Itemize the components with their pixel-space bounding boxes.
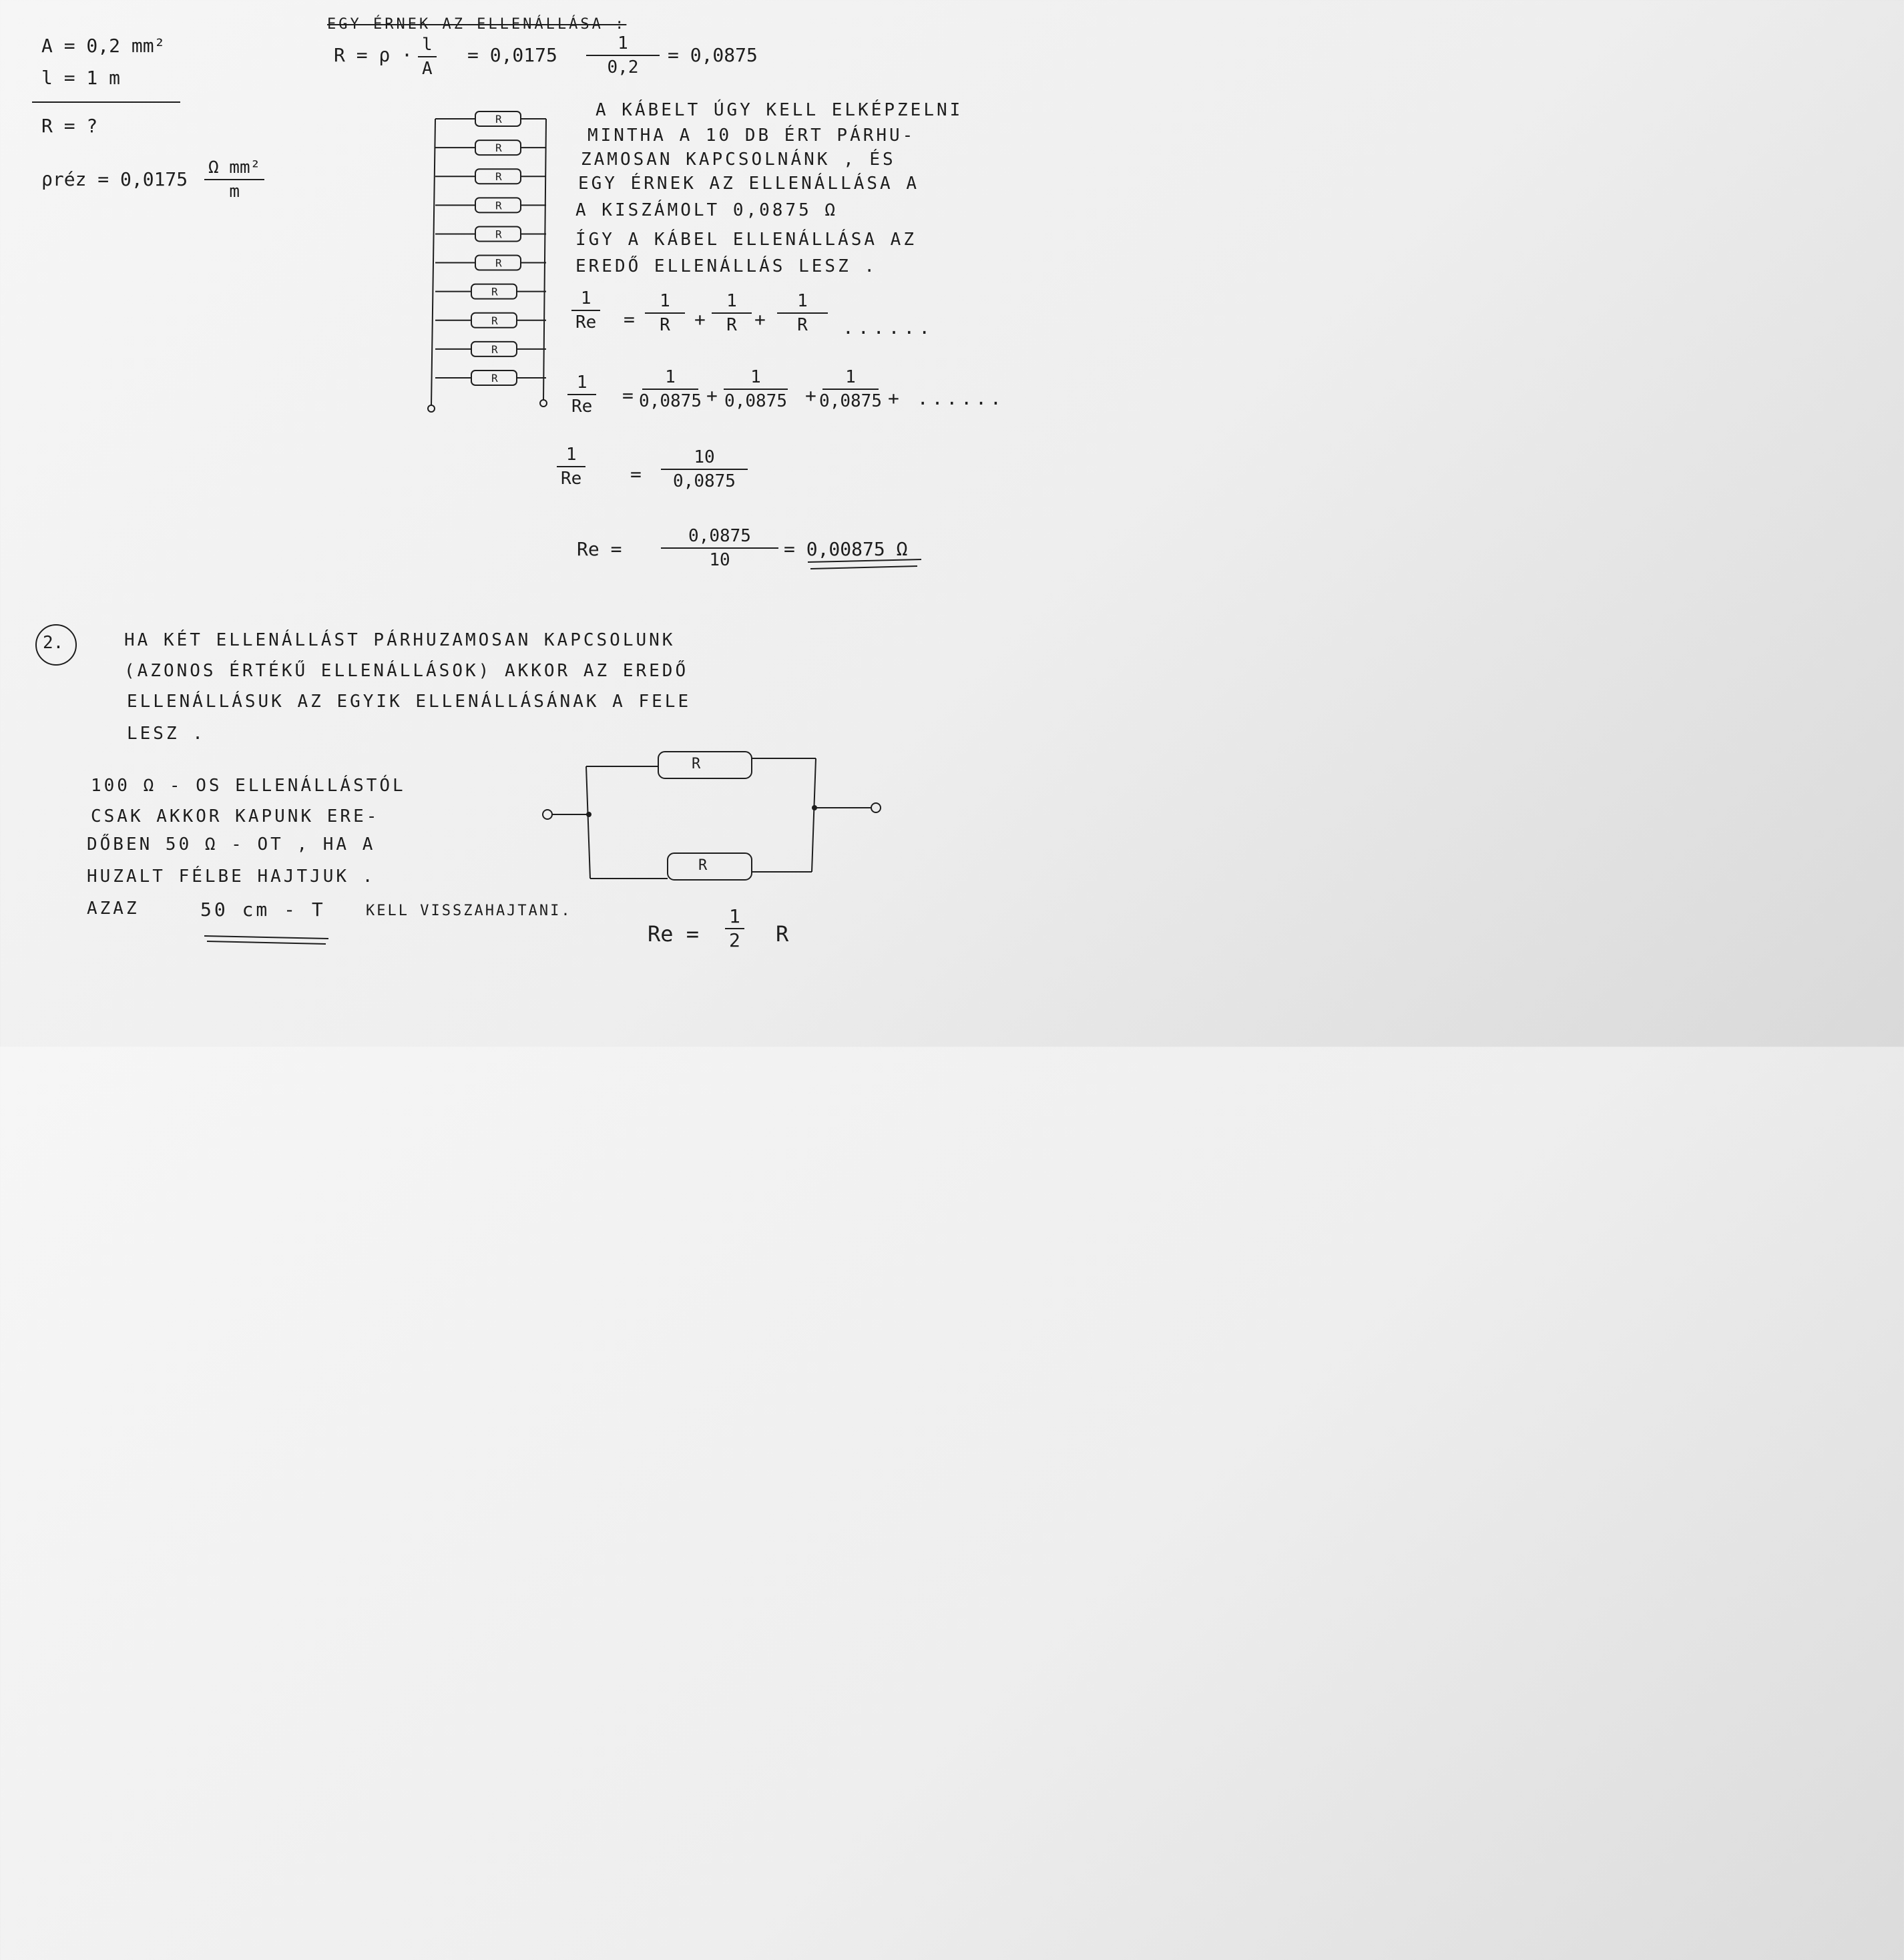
eq2-plus: +	[706, 385, 718, 407]
junction-right	[812, 805, 817, 810]
frac-den: 0,0875	[819, 391, 882, 411]
answer-last-prefix: AZAZ	[87, 899, 140, 919]
explanation-line: A KISZÁMOLT 0,0875 Ω	[575, 200, 839, 220]
ladder-group	[428, 111, 547, 412]
explanation-line: A KÁBELT ÚGY KELL ELKÉPZELNI	[596, 100, 963, 120]
frac-num: 0,0875	[688, 526, 751, 546]
eq1-term	[777, 290, 828, 336]
ladder-terminal-right	[540, 400, 547, 407]
frac-den: R	[797, 315, 808, 335]
ladder-terminal-left	[428, 405, 435, 412]
problem2-line: HA KÉT ELLENÁLLÁST PÁRHUZAMOSAN KAPCSOLUNK	[124, 630, 676, 650]
explanation-line: EREDŐ ELLENÁLLÁS LESZ .	[575, 256, 878, 276]
formula-rho-value: = 0,0175	[467, 44, 557, 66]
frac-den: 0,2	[607, 57, 639, 77]
problem2-line: (AZONOS ÉRTÉKŰ ELLENÁLLÁSOK) AKKOR AZ EREDŐ	[124, 661, 689, 681]
frac-den: 0,0875	[639, 391, 702, 411]
result-rhs: R	[776, 921, 789, 947]
frac-den: 10	[709, 550, 730, 570]
eq1-equals: =	[624, 308, 635, 330]
frac-den: 0,0875	[724, 391, 787, 411]
single-wire-result: = 0,0875	[668, 44, 758, 66]
frac-den: Re	[571, 397, 593, 417]
result-underline	[810, 566, 917, 569]
explanation-line: EGY ÉRNEK AZ ELLENÁLLÁSA A	[578, 174, 919, 194]
frac-den: A	[422, 59, 433, 79]
ladder-resistor-label: R	[495, 113, 502, 126]
ladder-resistor-label: R	[495, 199, 502, 212]
eq3-lhs	[557, 443, 585, 490]
problem2-line: LESZ .	[127, 724, 206, 744]
eq1-term	[645, 290, 685, 336]
formula-lhs: R = ρ ·	[334, 44, 413, 66]
answer-line: DŐBEN 50 Ω - OT , HA A	[87, 834, 376, 854]
ladder-rail-right	[543, 119, 546, 401]
eq1-tail: ......	[843, 316, 935, 338]
answer-last-rest: KELL VISSZAHAJTANI.	[366, 903, 572, 919]
eq1-plus: +	[754, 308, 766, 330]
eq4-lhs: Re =	[577, 538, 622, 560]
ladder-resistor-label: R	[495, 170, 502, 184]
explanation-line: ZAMOSAN KAPCSOLNÁNK , ÉS	[581, 150, 896, 170]
frac-den: Re	[561, 469, 582, 489]
ladder-resistor-label: R	[491, 342, 498, 356]
answer-highlight: 50 cm - T	[200, 899, 326, 921]
problem-number: 2.	[43, 633, 64, 653]
explanation-line: MINTHA A 10 DB ÉRT PÁRHU-	[587, 126, 916, 146]
frac-den: R	[660, 315, 670, 335]
paper-sheet	[0, 0, 1017, 1047]
frac-num: 1	[726, 291, 737, 311]
frac-num: 1	[565, 445, 577, 465]
frac-num: 10	[694, 447, 715, 467]
terminal-right	[871, 803, 881, 812]
ladder-resistor-label: R	[491, 314, 498, 327]
given-length: l = 1 m	[41, 67, 121, 89]
frac-den: R	[726, 315, 737, 335]
eq2-lhs	[567, 371, 596, 418]
answer-line: HUZALT FÉLBE HAJTJUK .	[87, 867, 376, 887]
ladder-resistor-label: R	[491, 285, 498, 298]
frac-num: 1	[665, 367, 676, 387]
resistivity-unit-den: m	[229, 182, 240, 202]
frac-num: 1	[618, 33, 628, 53]
single-wire-heading: EGY ÉRNEK AZ ELLENÁLLÁSA :	[327, 16, 627, 33]
frac-num: 1	[660, 291, 670, 311]
answer-underline	[204, 936, 328, 939]
problem2-line: ELLENÁLLÁSUK AZ EGYIK ELLENÁLLÁSÁNAK A FELE	[127, 692, 692, 712]
eq3-rhs	[661, 446, 748, 493]
eq1-plus: +	[694, 308, 706, 330]
frac-num: 1	[580, 288, 591, 308]
resistivity-copper: ρréz = 0,0175	[41, 168, 188, 190]
ladder-resistor-label: R	[495, 256, 502, 270]
circuit-wire	[812, 758, 816, 872]
frac-den: Re	[575, 312, 597, 332]
eq2-term	[639, 366, 702, 413]
eq2-plus: +	[805, 385, 816, 407]
eq1-term	[712, 290, 752, 336]
frac-num: l	[422, 35, 433, 55]
resistivity-unit-num: Ω mm²	[208, 158, 261, 178]
terminal-left	[543, 810, 552, 819]
eq2-term	[819, 366, 882, 413]
eq3-equals: =	[630, 463, 642, 485]
result-lhs: Re =	[648, 921, 700, 947]
frac-num: 1	[576, 373, 587, 393]
ladder-resistor-label: R	[491, 372, 498, 385]
eq2-equals: =	[622, 385, 634, 407]
ladder-resistor-label: R	[495, 142, 502, 155]
frac-num: 1	[797, 291, 808, 311]
ladder-resistor-label: R	[495, 228, 502, 241]
frac-den: 0,0875	[673, 471, 736, 491]
given-area: A = 0,2 mm²	[41, 35, 166, 57]
circuit-resistor-top-label: R	[692, 756, 701, 772]
circuit-wire	[586, 766, 590, 879]
circuit-resistor-bottom-label: R	[698, 857, 708, 874]
answer-line: CSAK AKKOR KAPUNK ERE-	[91, 806, 380, 826]
frac-num: 1	[729, 905, 740, 927]
ladder-rail-left	[431, 119, 435, 406]
eq4-frac	[661, 525, 778, 571]
eq2-tail: + ......	[888, 387, 1005, 409]
answer-underline	[207, 941, 326, 944]
explanation-line: ÍGY A KÁBEL ELLENÁLLÁSA AZ	[575, 230, 917, 250]
answer-line: 100 Ω - OS ELLENÁLLÁSTÓL	[91, 776, 406, 796]
eq4-result: = 0,00875 Ω	[784, 538, 908, 560]
circuit-resistor-top	[658, 752, 752, 778]
frac-num: 1	[750, 367, 761, 387]
circuit-resistor-bottom	[668, 853, 752, 880]
frac-num: 1	[845, 367, 856, 387]
eq1-lhs	[571, 287, 600, 334]
eq2-term	[724, 366, 788, 413]
unknown-resistance: R = ?	[41, 115, 98, 137]
junction-left	[586, 812, 591, 817]
frac-den: 2	[729, 929, 740, 951]
result-frac	[725, 905, 744, 952]
